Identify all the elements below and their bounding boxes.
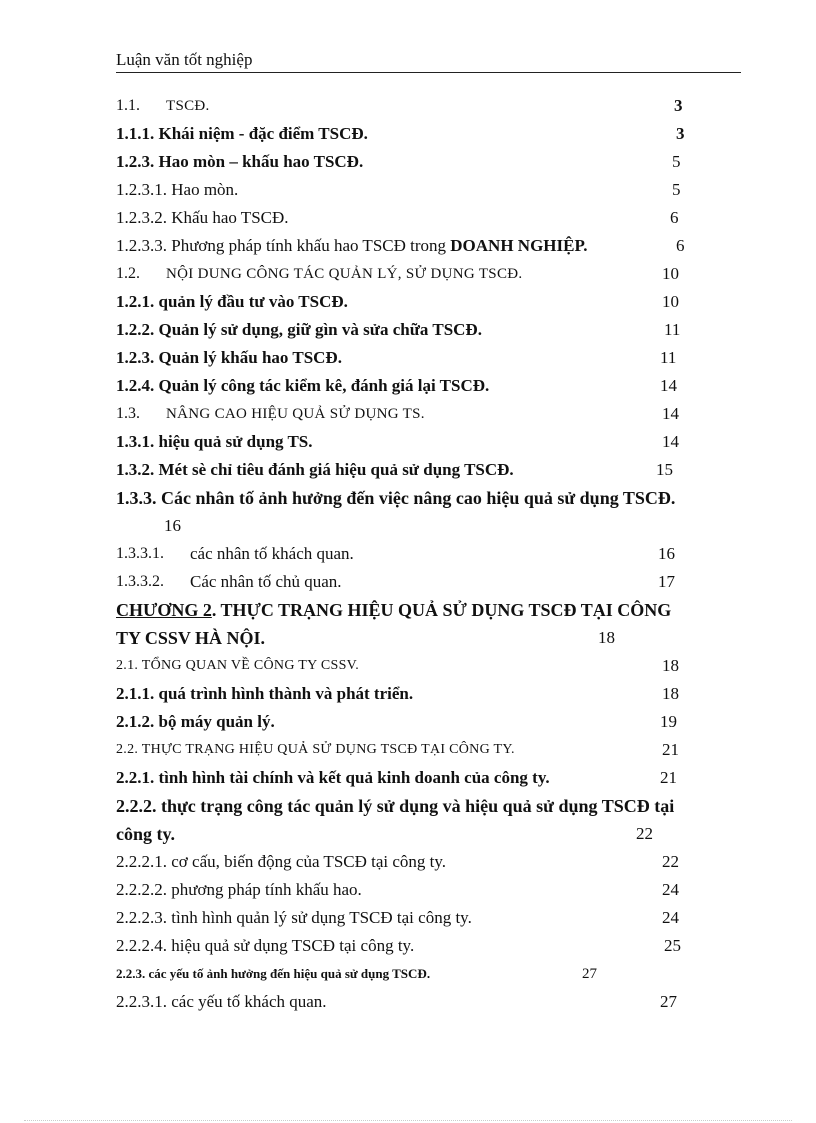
toc-entry xyxy=(116,400,756,428)
toc-entry-text: 1.2.3.1. Hao mòn. xyxy=(116,180,239,199)
toc-entry xyxy=(116,316,756,344)
toc-entry xyxy=(116,176,756,204)
toc-entry xyxy=(116,540,756,568)
toc-entry-text: 1.2.1. quản lý đầu tư vào TSCĐ. xyxy=(116,292,348,311)
toc-entry-page: 14 xyxy=(662,432,679,451)
toc-entry-text: 2.1.2. bộ máy quản lý. xyxy=(116,712,275,731)
toc-entry-text: 2.2. THỰC TRẠNG HIỆU QUẢ SỬ DỤNG TSCĐ TẠI CÔNG TY. xyxy=(116,742,515,757)
toc-entry-page: 24 xyxy=(662,908,679,927)
toc-entry xyxy=(116,736,756,764)
toc-entry-page: 22 xyxy=(636,824,653,843)
toc-entry-page: 15 xyxy=(656,460,673,479)
toc-entry-text: 2.2.2.2. phương pháp tính khấu hao. xyxy=(116,880,362,899)
toc-entry-text: 1.3.3. Các nhân tố ảnh hưởng đến việc nâng cao hiệu quả sử dụng TSCĐ. xyxy=(116,488,676,508)
toc-entry-page: 18 xyxy=(598,628,615,647)
toc-entry-page: 10 xyxy=(662,264,679,283)
toc-entry xyxy=(116,792,756,848)
toc-entry-page: 24 xyxy=(662,880,679,899)
toc-entry-text: 2.1.1. quá trình hình thành và phát triển. xyxy=(116,684,414,703)
toc-entry-page: 11 xyxy=(660,348,677,367)
toc-entry-text-bold: DOANH NGHIỆP. xyxy=(450,236,588,255)
toc-entry-text xyxy=(116,232,588,260)
toc-entry-text-continued: công ty. xyxy=(116,824,176,844)
toc-entry-chapter xyxy=(116,596,756,652)
toc-entry-text: các nhân tố khách quan. xyxy=(190,544,354,563)
toc-entry-text: 1.2.3. Quản lý khấu hao TSCĐ. xyxy=(116,348,342,367)
toc-entry-page: 14 xyxy=(660,376,677,395)
toc-entry-text xyxy=(116,596,671,624)
toc-entry-page: 18 xyxy=(662,684,679,703)
toc-entry xyxy=(116,960,756,988)
toc-entry-page: 16 xyxy=(164,516,181,535)
toc-entry xyxy=(116,708,756,736)
toc-entry-text: TSCĐ. xyxy=(166,98,210,114)
toc-entry-text-continued: TY CSSV HÀ NỘI. xyxy=(116,628,266,648)
toc-entry-number: 1.3.3.2. xyxy=(116,573,164,590)
header-title: Luận văn tốt nghiệp xyxy=(116,50,253,69)
toc-entry-page: 3 xyxy=(676,124,685,143)
toc-entry-text: 1.3.1. hiệu quả sử dụng TS. xyxy=(116,432,313,451)
toc-entry xyxy=(116,204,756,232)
toc-entry-text: 2.2.2.3. tình hình quản lý sử dụng TSCĐ tại công ty. xyxy=(116,908,472,927)
toc-entry-page: 10 xyxy=(662,292,679,311)
toc-entry-page: 27 xyxy=(582,966,597,982)
toc-entry-text: 2.2.1. tình hình tài chính và kết quả kinh doanh của công ty. xyxy=(116,768,550,787)
toc-entry-text: 2.2.3.1. các yếu tố khách quan. xyxy=(116,992,327,1011)
toc-entry xyxy=(116,148,756,176)
toc-entry-page: 6 xyxy=(676,236,685,255)
toc-entry xyxy=(116,120,756,148)
toc-entry xyxy=(116,484,756,540)
toc-entry-text: NỘI DUNG CÔNG TÁC QUẢN LÝ, SỬ DỤNG TSCĐ. xyxy=(166,266,523,282)
toc-entry-page: 11 xyxy=(664,320,681,339)
toc-entry xyxy=(116,652,756,680)
page-bottom-border xyxy=(24,1120,792,1121)
toc-entry-page: 19 xyxy=(660,712,677,731)
toc-entry-text: 1.2.4. Quản lý công tác kiểm kê, đánh giá lại TSCĐ. xyxy=(116,376,490,395)
toc-entry xyxy=(116,764,756,792)
toc-entry xyxy=(116,568,756,596)
toc-entry-text: 1.2.3. Hao mòn – khấu hao TSCĐ. xyxy=(116,152,364,171)
toc-entry-text: 1.1.1. Khái niệm - đặc điểm TSCĐ. xyxy=(116,124,368,143)
toc-entry-page: 27 xyxy=(660,992,677,1011)
toc-entry-text-regular: 1.2.3.3. Phương pháp tính khấu hao TSCĐ trong xyxy=(116,236,447,255)
toc-entry xyxy=(116,680,756,708)
toc-entry-page: 21 xyxy=(662,740,679,759)
toc-entry-text: 2.2.2.4. hiệu quả sử dụng TSCĐ tại công ty. xyxy=(116,936,415,955)
toc-entry-page: 17 xyxy=(658,572,675,591)
toc-entry-text: 1.2.3.2. Khấu hao TSCĐ. xyxy=(116,208,289,227)
toc-entry-page: 6 xyxy=(670,208,679,227)
toc-entry xyxy=(116,288,756,316)
toc-entry-number: 1.3.3.1. xyxy=(116,545,164,562)
toc-entry-page: 3 xyxy=(674,96,683,115)
toc-entry-number: 1.2. xyxy=(116,265,140,282)
toc-entry xyxy=(116,92,756,120)
toc-entry-page: 25 xyxy=(664,936,681,955)
toc-entry-page: 22 xyxy=(662,852,679,871)
toc-entry xyxy=(116,232,756,260)
toc-entry-page: 16 xyxy=(658,544,675,563)
toc-entry xyxy=(116,876,756,904)
toc-entry-page: 14 xyxy=(662,404,679,423)
chapter-title: . THỰC TRẠNG HIỆU QUẢ SỬ DỤNG TSCĐ TẠI CÔNG xyxy=(211,600,672,620)
toc-entry xyxy=(116,344,756,372)
toc-entry-text: 2.2.2. thực trạng công tác quản lý sử dụng và hiệu quả sử dụng TSCĐ tại xyxy=(116,796,675,816)
toc-entry xyxy=(116,848,756,876)
toc-entry-page: 5 xyxy=(672,180,681,199)
toc-entry xyxy=(116,428,756,456)
toc-entry-text: 2.1. TỔNG QUAN VỀ CÔNG TY CSSV. xyxy=(116,658,360,673)
toc-entry-page: 21 xyxy=(660,768,677,787)
toc-entry-text: 2.2.2.1. cơ cấu, biến động của TSCĐ tại công ty. xyxy=(116,852,447,871)
toc-entry-text: 2.2.3. các yếu tố ảnh hưởng đến hiệu quả sử dụng TSCĐ. xyxy=(116,966,431,981)
toc-entry-text: NÂNG CAO HIỆU QUẢ SỬ DỤNG TS. xyxy=(166,406,425,422)
toc-entry-text: Các nhân tố chủ quan. xyxy=(190,572,342,591)
toc-entry-page: 5 xyxy=(672,152,681,171)
toc-entry xyxy=(116,988,756,1016)
toc-entry-number: 1.1. xyxy=(116,97,140,114)
toc-entry xyxy=(116,456,756,484)
toc-entry-text: 1.2.2. Quản lý sử dụng, giữ gìn và sửa chữa TSCĐ. xyxy=(116,320,482,339)
toc-entry-number: 1.3. xyxy=(116,405,140,422)
toc-entry xyxy=(116,260,756,288)
toc-entry-text: 1.3.2. Mét sè chỉ tiêu đánh giá hiệu quả sử dụng TSCĐ. xyxy=(116,460,514,479)
toc-entry-page: 18 xyxy=(662,656,679,675)
chapter-label: CHƯƠNG 2 xyxy=(116,600,212,620)
toc-entry xyxy=(116,904,756,932)
toc-entry xyxy=(116,372,756,400)
table-of-contents xyxy=(116,92,756,1016)
page-header xyxy=(116,48,741,73)
toc-entry xyxy=(116,932,756,960)
